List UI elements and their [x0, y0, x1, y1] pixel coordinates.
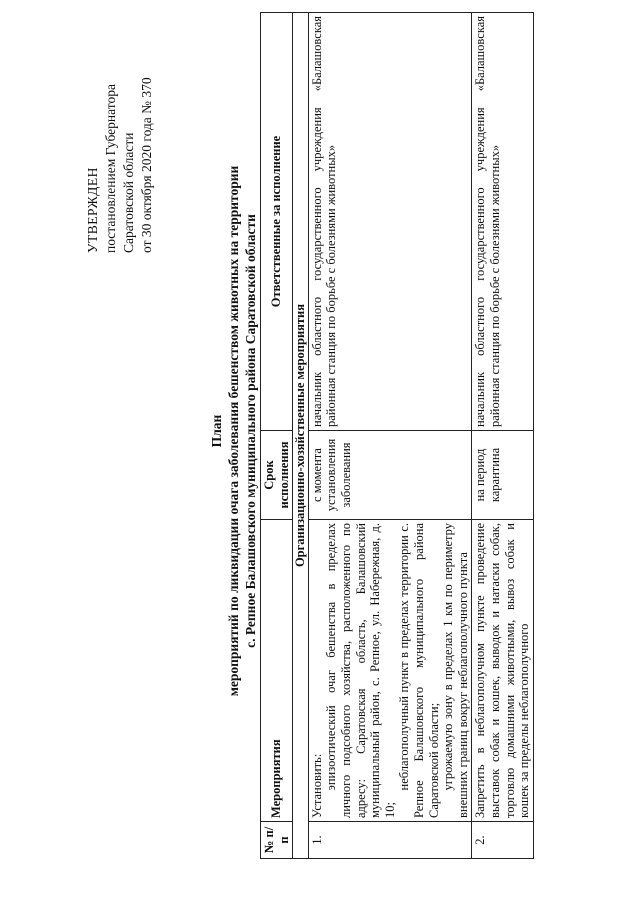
- approval-line: Саратовской области: [121, 132, 136, 253]
- row-measures: [308, 520, 472, 822]
- row-num: 1.: [308, 822, 472, 859]
- measures-table: [260, 12, 534, 859]
- title-line: с. Репное Балашовского муниципального района Саратовской области: [243, 214, 258, 648]
- measure-paragraph: эпизоотический очаг бешенства в пределах личного подсобного хозяйства, расположенного по адресу: Саратовская область, Балашовский муниципальный район, с. Репное, ул. Набережная, д. 10;: [324, 523, 397, 818]
- measure-paragraph: угрожаемую зону в пределах 1 км по периметру внешних границ вокруг неблагополучного пункта: [441, 523, 470, 818]
- row-deadline: с момента установления заболевания: [308, 431, 472, 520]
- row-num: 2.: [472, 822, 533, 859]
- section-row: [293, 13, 309, 859]
- header-deadline: Срок исполнения: [261, 431, 293, 520]
- row-deadline: на период карантина: [472, 431, 533, 520]
- title-line: мероприятий по ликвидации очага заболевания бешенством животных на территории: [226, 165, 241, 697]
- header-measures: Мероприятия: [261, 520, 293, 822]
- header-responsible: Ответственные за исполнение: [261, 13, 293, 431]
- header-num: № п/п: [261, 822, 293, 859]
- table-header-row: [261, 13, 293, 859]
- table-row: [308, 13, 472, 859]
- document-title: [208, 21, 259, 841]
- measure-intro: Установить:: [309, 753, 324, 818]
- approval-heading: УТВЕРЖДЕН: [85, 167, 100, 253]
- title-main: План: [209, 414, 224, 448]
- approval-stamp: [84, 77, 156, 253]
- measure-paragraph: неблагополучный пункт в пределах территории с. Репное Балашовского муниципального района Саратовской области;: [397, 523, 441, 818]
- row-measures: Запретить в неблагополучном пункте проведение выставок собак и кошек, выводок и натаски собак, торговлю домашними животными, вывоз собак и кошек за пределы неблагополучного: [472, 520, 533, 822]
- row-responsible: начальник областного государственного учреждения «Балашовская районная станция по борьбе с болезнями животных»: [308, 13, 472, 431]
- approval-date: от 30 октября 2020 года № 370: [139, 77, 154, 253]
- section-title: Организационно-хозяйственные мероприятия: [293, 13, 309, 859]
- approval-line: постановлением Губернатора: [103, 84, 118, 253]
- row-responsible: начальник областного государственного учреждения «Балашовская районная станция по борьбе с болезнями животных»: [472, 13, 533, 431]
- table-row: [472, 13, 533, 859]
